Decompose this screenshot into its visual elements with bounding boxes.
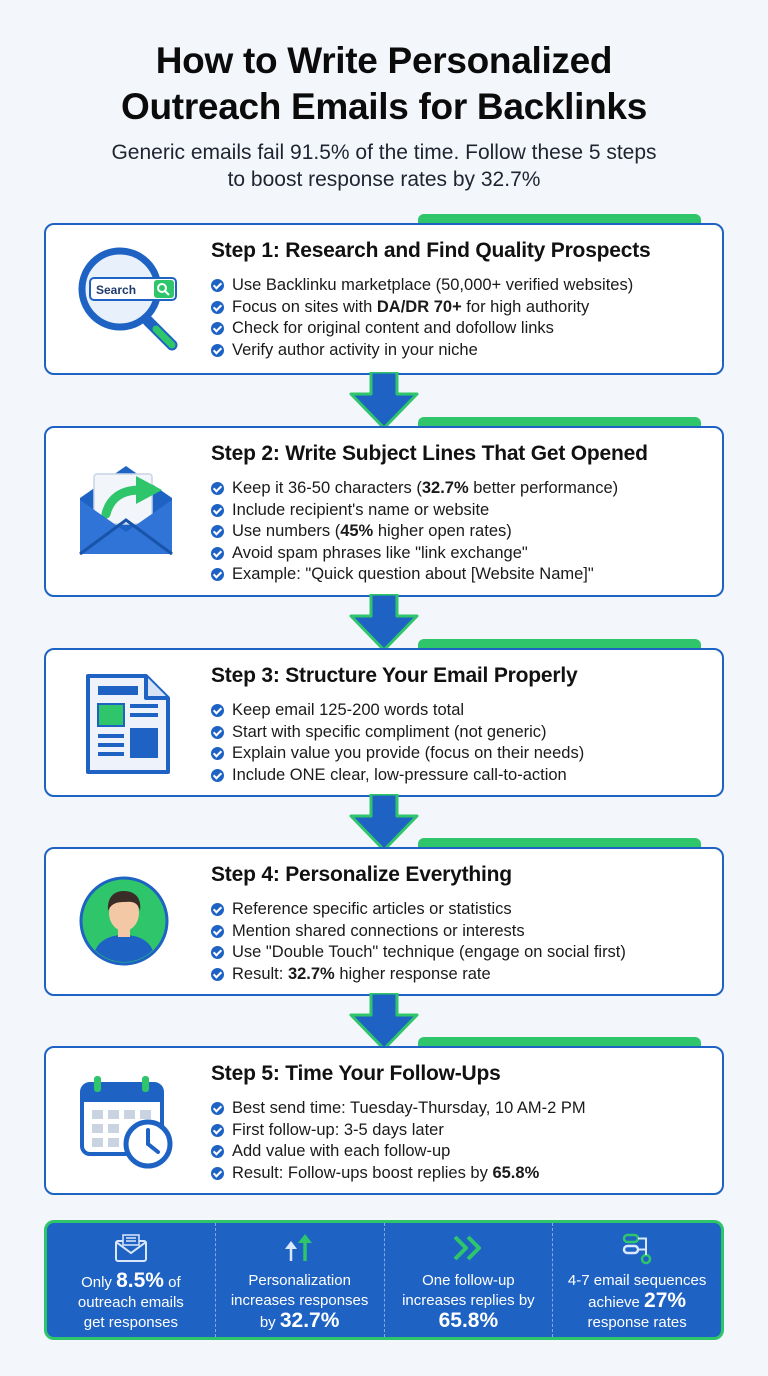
stat-3-line-1: One follow-up [422,1272,515,1289]
bullet-text [232,1163,539,1185]
bullet-text [232,340,478,362]
bullet-item [211,700,584,722]
bullet-text-start: Keep it 36-50 characters ( [232,479,422,497]
down-arrow-4-icon [349,993,419,1051]
stat-2-text [222,1271,378,1333]
check-icon [211,301,224,314]
check-icon [211,704,224,717]
bullet-item [211,297,633,319]
bullet-text-start: First follow-up: 3-5 days later [232,1120,444,1139]
stat-2-value: 32.7% [279,1309,340,1332]
bullet-emphasis: 32.7% [287,964,335,983]
stat-4-prefix: achieve [588,1294,645,1311]
bullet-item [211,500,618,522]
step-2-card [44,426,724,597]
stat-1-line-3: get responses [83,1314,178,1331]
subtitle-line-2: to boost response rates by 32.7% [227,168,541,191]
bullet-text [232,1098,586,1120]
check-icon [211,1145,224,1158]
step-4-title: Step 4: Personalize Everything [211,863,512,886]
bullet-text [232,500,489,522]
bullet-item [211,765,584,787]
step-1-card [44,223,724,375]
down-arrow-3-icon [349,794,419,852]
bullet-text [232,722,547,744]
down-arrow-1-icon [349,372,419,430]
bullet-text-start: Keep email 125-200 words total [232,701,465,719]
bullet-item [211,942,626,964]
bullet-text [232,521,512,543]
bullet-item [211,275,633,297]
check-icon [211,946,224,959]
double-chevron-icon [451,1233,485,1263]
check-icon [211,726,224,739]
check-icon [211,747,224,760]
check-icon [211,1102,224,1115]
bullet-emphasis: 45% [340,522,374,540]
bullet-item [211,722,584,744]
check-icon [211,344,224,357]
check-icon [211,1124,224,1137]
bullet-item [211,521,618,543]
bullet-text-end: higher response rate [334,964,491,983]
bullet-item [211,564,618,586]
stat-1-line-2: outreach emails [77,1294,184,1311]
bullet-text [232,564,594,586]
step-1-title: Step 1: Research and Find Quality Prospects [211,239,651,262]
bullet-item [211,543,618,565]
stat-2-line-2: increases responses [230,1292,369,1309]
check-icon [211,322,224,335]
check-icon [211,769,224,782]
down-arrow-2-icon [349,594,419,652]
stat-3-value: 65.8% [438,1309,499,1332]
bullet-text [232,899,512,921]
stat-2-prefix: by [259,1314,280,1331]
envelope-icon [114,1233,148,1263]
stat-1-suffix: of [163,1274,181,1291]
bullet-text-start: Example: "Quick question about [Website Name]" [232,565,594,583]
check-icon [211,568,224,581]
bullet-item [211,899,626,921]
stat-1-value: 8.5% [116,1269,164,1292]
check-icon [211,968,224,981]
step-4-card [44,847,724,996]
calendar-clock-icon [78,1072,178,1172]
step-4-bullets [211,899,626,985]
bullet-text-end: higher open rates) [373,522,512,540]
step-5-card [44,1046,724,1195]
page-title [0,38,768,130]
search-box-label: Search [96,283,137,297]
bullet-text-start: Focus on sites with [232,297,377,316]
step-2-title: Step 2: Write Subject Lines That Get Opened [211,442,648,465]
bullet-item [211,318,633,340]
check-icon [211,925,224,938]
subtitle-line-1: Generic emails fail 91.5% of the time. Follow these 5 steps [111,141,657,164]
bullet-text-start: Include recipient's name or website [232,500,490,519]
bullet-text-start: Mention shared connections or interests [232,921,525,940]
check-icon [211,525,224,538]
stat-email-sequences [553,1223,721,1337]
check-icon [211,547,224,560]
step-3-title: Step 3: Structure Your Email Properly [211,664,578,687]
stat-3-line-2: increases replies by [402,1292,535,1309]
document-layout-icon [84,672,174,776]
step-1-bullets [211,275,633,361]
bullet-text [232,942,626,964]
bullet-text-start: Result: Follow-ups boost replies by [232,1163,493,1182]
bullet-item [211,1120,586,1142]
bullet-text-start: Reference specific articles or statistics [232,900,512,918]
bullet-item [211,478,618,500]
check-icon [211,504,224,517]
stat-1-text [53,1271,209,1333]
bullet-emphasis: 65.8% [492,1163,540,1182]
bullet-item [211,1141,586,1163]
bullet-text-start: Include ONE clear, low-pressure call-to-action [232,765,567,784]
person-avatar-icon [78,875,170,967]
stat-personalization [216,1223,385,1337]
bullet-text-start: Result: [232,964,288,983]
bullet-text-end: for high authority [461,297,590,316]
check-icon [211,279,224,292]
bullet-item [211,1098,586,1120]
bullet-text [232,743,584,765]
bullet-text [232,478,618,500]
check-icon [211,482,224,495]
stat-follow-up [385,1223,554,1337]
stat-2-line-1: Personalization [248,1272,351,1289]
bullet-text [232,1120,444,1142]
bullet-text-start: Add value with each follow-up [232,1142,451,1160]
bullet-text-start: Best send time: Tuesday-Thursday, 10 AM-2 PM [232,1099,586,1117]
envelope-arrow-icon [76,460,176,560]
check-icon [211,1167,224,1180]
bullet-item [211,340,633,362]
bullet-item [211,743,584,765]
stat-1-prefix: Only [81,1274,117,1291]
check-icon [211,903,224,916]
stat-4-line-1: 4-7 email sequences [567,1272,707,1289]
bullet-text [232,275,633,297]
title-line-2: Outreach Emails for Backlinks [121,86,647,127]
bullet-emphasis: DA/DR 70+ [376,297,462,316]
step-5-title: Step 5: Time Your Follow-Ups [211,1062,501,1085]
bullet-text [232,700,464,722]
bullet-text [232,543,528,565]
bullet-text-start: Verify author activity in your niche [232,340,478,359]
bullet-emphasis: 32.7% [421,479,469,497]
page-subtitle [0,139,768,193]
magnifier-search-icon [76,245,196,355]
bullet-item [211,1163,586,1185]
bullet-text [232,318,554,340]
bullet-text [232,1141,450,1163]
bullet-text-start: Check for original content and dofollow links [232,319,554,337]
stat-3-text [391,1271,547,1331]
stats-banner [44,1220,724,1340]
step-3-card [44,648,724,797]
bullet-text-start: Use numbers ( [232,522,341,540]
step-2-bullets [211,478,618,586]
bullet-item [211,921,626,943]
bullet-text-start: Use Backlinku marketplace (50,000+ verified websites) [232,276,634,294]
bullet-text-start: Use "Double Touch" technique (engage on social first) [232,943,626,961]
step-5-bullets [211,1098,586,1184]
bullet-text [232,921,525,943]
growth-arrows-icon [283,1233,317,1263]
bullet-text-start: Explain value you provide (focus on their needs) [232,744,585,762]
sequence-flow-icon [620,1233,654,1265]
bullet-item [211,964,626,986]
stat-4-text [559,1271,715,1333]
stat-4-line-3: response rates [587,1314,687,1331]
stat-response-rate [47,1223,216,1337]
bullet-text [232,765,567,787]
bullet-text-start: Start with specific compliment (not generic) [232,722,547,741]
stat-4-value: 27% [644,1289,687,1312]
title-line-1: How to Write Personalized [155,40,613,81]
step-3-bullets [211,700,584,786]
bullet-text [232,297,589,319]
bullet-text [232,964,491,986]
bullet-text-start: Avoid spam phrases like "link exchange" [232,543,528,562]
bullet-text-end: better performance) [468,479,619,497]
